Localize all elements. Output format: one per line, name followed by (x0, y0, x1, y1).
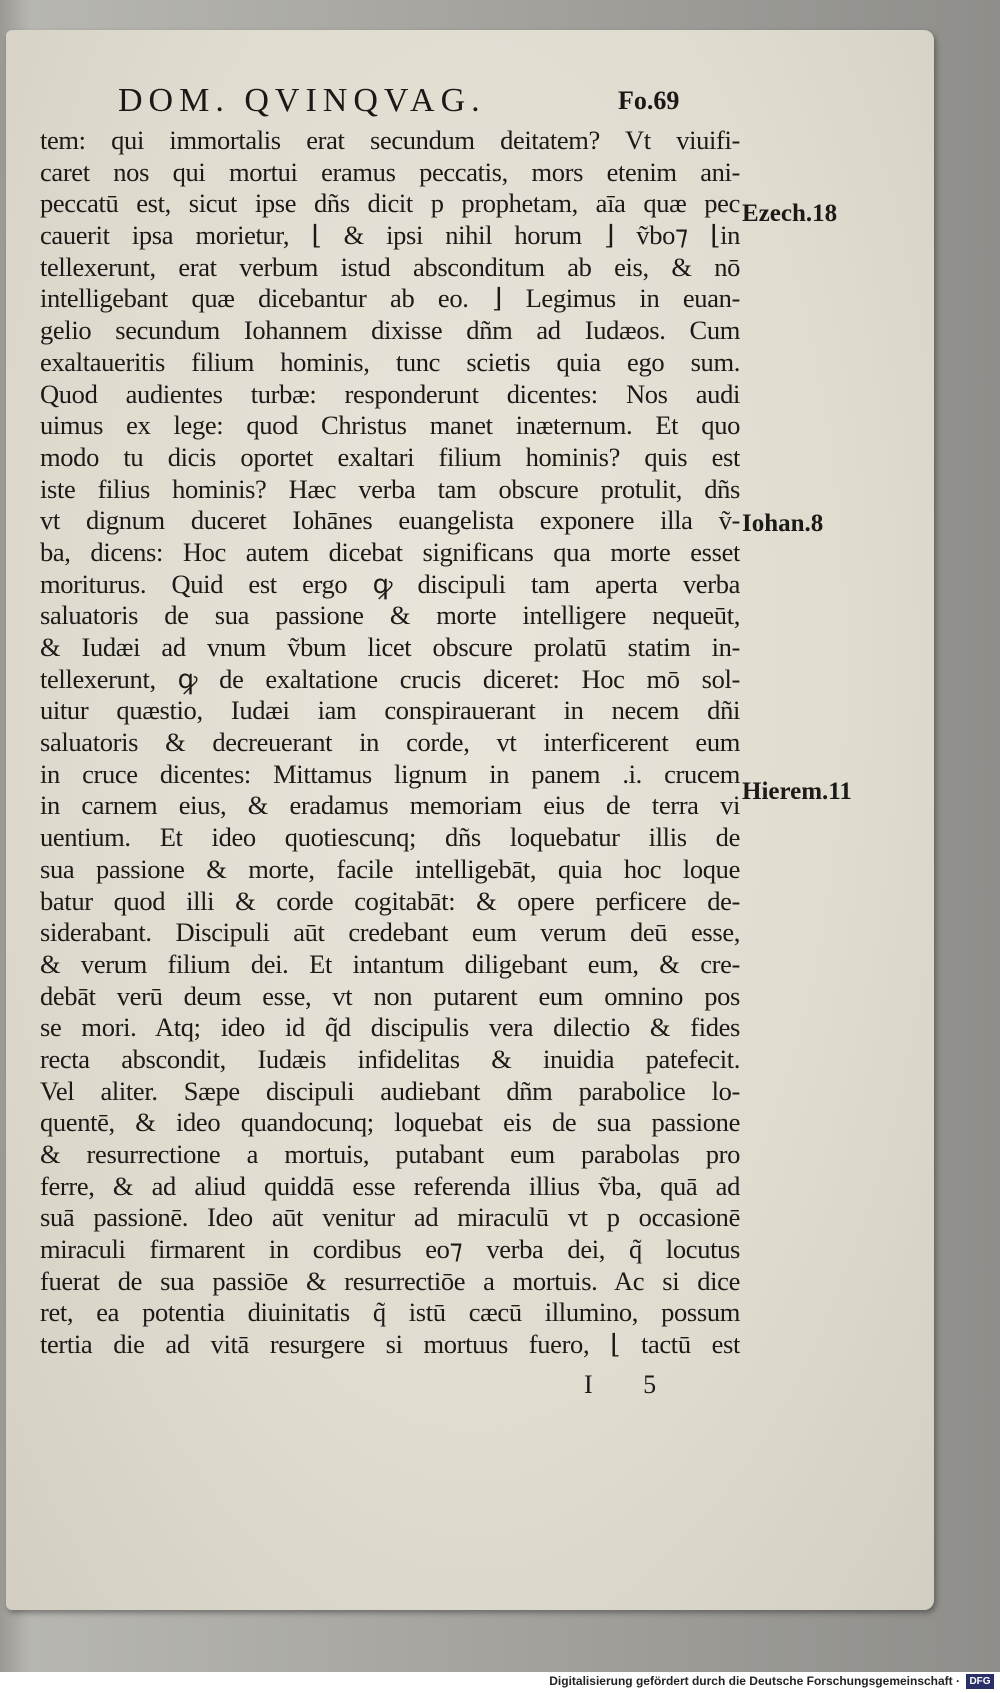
text-line: uentium. Et ideo quotiescunq; dñs loquebatur illis de (40, 822, 740, 853)
signature-mark: I 5 (584, 1370, 679, 1399)
text-line: & resurrectione a mortuis, putabant eum parabolas pro (40, 1139, 740, 1169)
text-line: gelio secundum Iohannem dixisse dñm ad Iudæos. Cum (40, 315, 740, 346)
text-line: ferre, & ad aliud quiddā esse referenda illius ṽba, quā ad (40, 1170, 740, 1201)
text-line: moriturus. Quid est ergo ꝙ discipuli tam aperta verba (40, 568, 740, 599)
text-block (40, 125, 740, 1361)
text-line: tellexerunt, ꝙ de exaltatione crucis diceret: Hoc mō sol- (40, 663, 740, 694)
folio-number: Fo.69 (618, 86, 680, 115)
text-line: modo tu dicis oportet exaltari filium hominis? quis est (40, 441, 740, 472)
text-line: vt dignum duceret Iohānes euangelista exponere illa ṽ- (40, 505, 740, 536)
text-line: exaltaueritis filium hominis, tunc scietis quia ego sum. (40, 346, 740, 377)
text-line: quentē, & ideo quandocunq; loquebat eis de sua passione (40, 1107, 740, 1138)
text-line: & Iudæi ad vnum ṽbum licet obscure prolatū statim in- (40, 632, 740, 662)
margin-note-iohan: Iohan.8 (742, 510, 824, 537)
text-line: uitur quæstio, Iudæi iam conspirauerant in necem dñi (40, 695, 740, 726)
text-line: Quod audientes turbæ: responderunt dicentes: Nos audi (40, 378, 740, 409)
text-line: tellexerunt, erat verbum istud absconditum ab eis, & nō (40, 251, 740, 282)
text-line: ba, dicens: Hoc autem dicebat significans qua morte esset (40, 536, 740, 567)
text-line: suā passionē. Ideo aūt venitur ad miraculū vt p occasionē (40, 1202, 740, 1233)
text-line: saluatoris de sua passione & morte intelligere nequeūt, (40, 600, 740, 631)
footer-bar (0, 1672, 1000, 1693)
footer-credit: Digitalisierung gefördert durch die Deutsche Forschungsgemeinschaft · (549, 1674, 960, 1688)
running-head: DOM. QVINQVAG. (118, 82, 486, 119)
text-line: miraculi firmarent in cordibus eo⁊ verba dei, q̃ locutus (40, 1234, 740, 1265)
text-line: debāt verū deum esse, vt non putarent eum omnino pos (40, 980, 740, 1011)
margin-note-ezech: Ezech.18 (742, 200, 838, 227)
text-line: uimus ex lege: quod Christus manet inæternum. Et quo (40, 410, 740, 441)
text-line: in cruce dicentes: Mittamus lignum in panem .i. crucem (40, 758, 740, 789)
margin-note-hierem: Hierem.11 (742, 778, 852, 805)
dfg-logo: DFG (966, 1674, 994, 1689)
text-line: Vel aliter. Sæpe discipuli audiebant dñm parabolice lo- (40, 1075, 740, 1106)
text-line: sua passione & morte, facile intelligebāt, quia hoc loque (40, 853, 740, 884)
text-line: tertia die ad vitā resurgere si mortuus fuero, ⌊ tactū est (40, 1329, 740, 1360)
text-line: peccatū est, sicut ipse dñs dicit p prophetam, aīa quæ pec (40, 188, 740, 219)
text-line: tem: qui immortalis erat secundum deitatem? Vt viuifi- (40, 125, 740, 155)
text-line: & verum filium dei. Et intantum diligebant eum, & cre- (40, 948, 740, 979)
text-line: batur quod illi & corde cogitabāt: & opere perficere de- (40, 885, 740, 916)
text-line: intelligebant quæ dicebantur ab eo. ⌋ Legimus in euan- (40, 283, 740, 314)
text-line: fuerat de sua passiōe & resurrectiōe a mortuis. Ac si dice (40, 1265, 740, 1296)
text-line: recta abscondit, Iudæis infidelitas & inuidia patefecit. (40, 1043, 740, 1074)
text-line: saluatoris & decreuerant in corde, vt interficerent eum (40, 727, 740, 758)
text-line: caret nos qui mortui eramus peccatis, mors etenim ani- (40, 156, 740, 187)
text-line: se mori. Atq; ideo id q̃d discipulis vera dilectio & fides (40, 1012, 740, 1043)
text-line: iste filius hominis? Hæc verba tam obscure protulit, dñs (40, 473, 740, 504)
text-line: in carnem eius, & eradamus memoriam eius de terra vi (40, 790, 740, 821)
text-line: cauerit ipsa morietur, ⌊ & ipsi nihil horum ⌋ ṽbo⁊ ⌊in (40, 220, 740, 251)
text-line: siderabant. Discipuli aūt credebant eum verum deū esse, (40, 917, 740, 948)
text-line: ret, ea potentia diuinitatis q̃ istū cæcū illumino, possum (40, 1297, 740, 1328)
